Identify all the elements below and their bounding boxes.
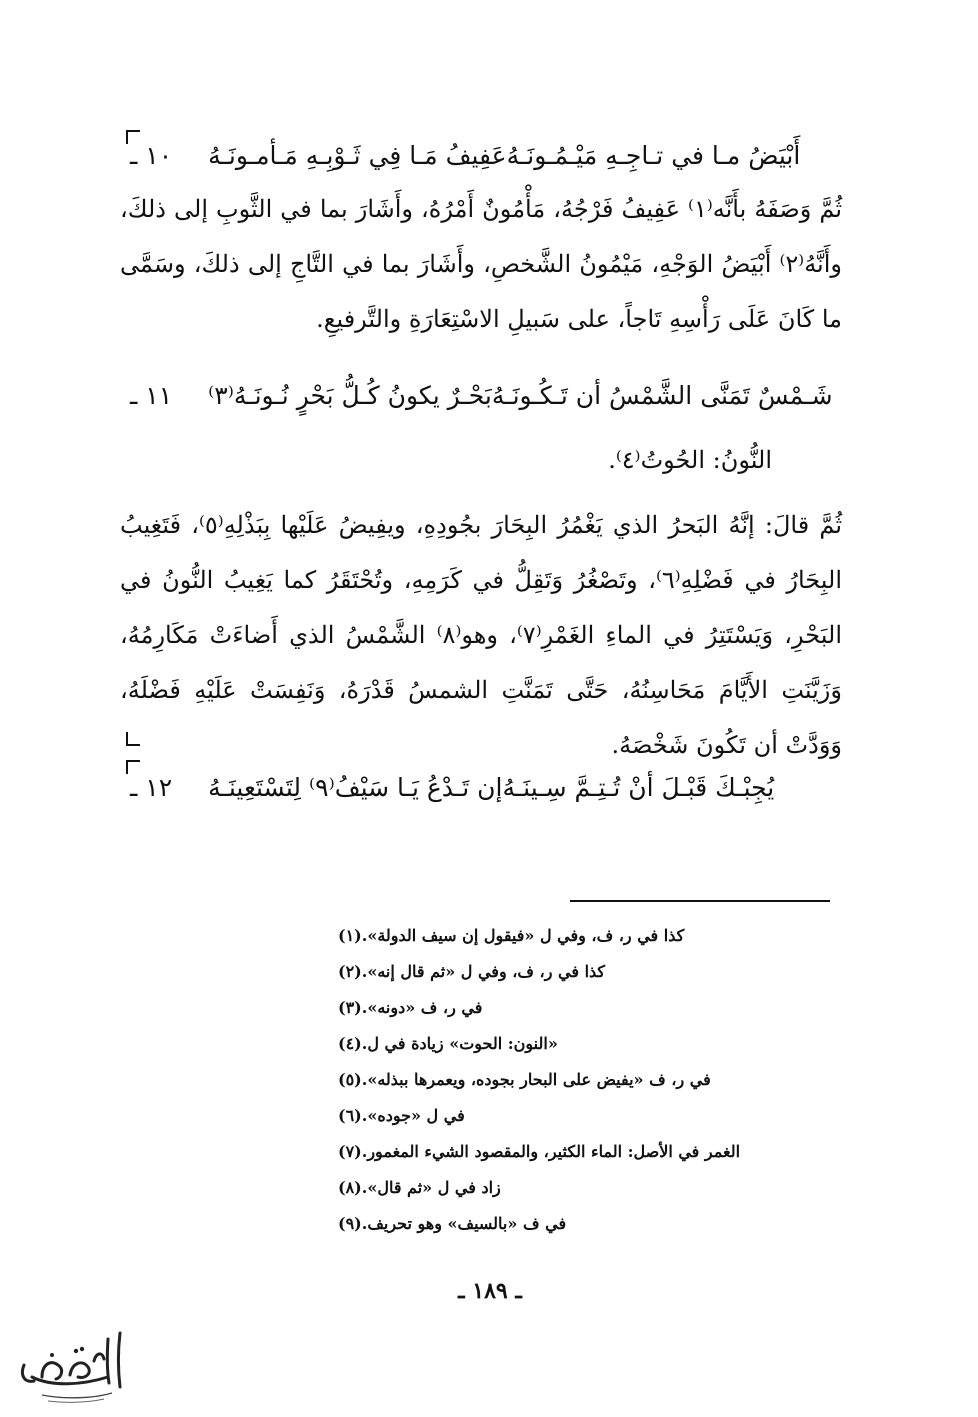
- section-end-mark: [126, 732, 140, 746]
- gloss-line: النُّونُ: الحُوتُ⁽٤⁾.: [608, 446, 772, 474]
- footnote: [330, 1062, 845, 1098]
- footnote-number: (٢): [338, 962, 362, 981]
- footnote-number: (٤): [338, 1034, 362, 1053]
- footnote-number: (٩): [338, 1214, 362, 1233]
- footnote-number: (٣): [338, 998, 362, 1017]
- footnote: [330, 954, 845, 990]
- verse-10: [120, 136, 840, 176]
- verse-second-hemistich: شَـمْسٌ تَمَنَّى الشَّمْسُ أن تَـكُـونَـهُ: [491, 381, 833, 410]
- footnote: [330, 1170, 845, 1206]
- footnote: [330, 1026, 845, 1062]
- footnote-number: (١): [338, 926, 362, 945]
- footnote-text: «النون: الحوت» زيادة في ل.: [361, 1034, 558, 1053]
- verse-number: ١٢ ـ: [130, 773, 173, 802]
- footnote-number: (٥): [338, 1070, 362, 1089]
- footnote-text: الغمر في الأصل: الماء الكثير، والمقصود الشيء المغمور.: [361, 1142, 741, 1161]
- footnote: [330, 990, 845, 1026]
- footnote-number: (٨): [338, 1178, 362, 1197]
- commentary-paragraph-2: ثُمَّ قالَ: إنَّهُ البَحرُ الذي يَغْمُرُ البِحَارَ بجُودِهِ، ويفِيضُ عَلَيْها بِبَذْلِهِ⁽٥⁾، فَتَغِيبُ البِحَارُ في فَضْلِهِ⁽٦⁾، وتَصْغُرُ وَتَقِلُّ في كَرَمِهِ، وتُحْتَقَرُ كما يَغِيبُ النُّونُ في البَحْرِ، وَيَسْتَتِرُ في الماءِ الغَمْرِ⁽٧⁾، وهو⁽٨⁾ الشَّمْسُ الذي أَضاءَتْ مَكَارِمُهُ، وَزَيَّنَتِ الأَيَّامَ مَحَاسِنُهُ، حَتَّى تَمَنَّتِ الشمسُ قَدْرَهُ، وَنَفِسَتْ عَلَيْهِ فَضْلَهُ، وَوَدَّتْ أن تَكُونَ شَخْصَهُ.: [120, 511, 842, 759]
- verse-12: [120, 768, 840, 808]
- footnote: [330, 1134, 845, 1170]
- footnote-separator: [570, 900, 830, 902]
- footnote-text: في ر، ف «دونه».: [361, 998, 483, 1017]
- calligraphy-logo-icon: [12, 1325, 132, 1407]
- footnote-number: (٧): [338, 1142, 362, 1161]
- verse-11: [120, 376, 840, 416]
- footnote-text: كذا في ر، ف، وفي ل «فيقول إن سيف الدولة».: [361, 926, 685, 945]
- verse-first-hemistich: بَحْـرٌ يكونُ كُـلُّ بَحْرٍ نُـونَـهُ⁽٣⁾: [208, 381, 492, 410]
- footnote-text: في ل «جوده».: [361, 1106, 465, 1125]
- verse-number: ١١ ـ: [130, 381, 173, 410]
- footnote-text: في ف «بالسيف» وهو تحريف.: [361, 1214, 567, 1233]
- page-number: ـ ١٨٩ ـ: [458, 1278, 522, 1304]
- verse-first-hemistich: إن تَـدْعُ يَـا سَيْفُ⁽٩⁾ لِتَسْتَعِينَـهُ: [208, 773, 503, 802]
- verse-second-hemistich: أَبْيَضُ مـا في تـاجِـهِ مَيْـمُـونَـهُ: [506, 141, 801, 170]
- footnote-text: زاد في ل «ثم قال».: [361, 1178, 501, 1197]
- footnote: [330, 1206, 845, 1242]
- footnote: [330, 1098, 845, 1134]
- footnote-number: (٦): [338, 1106, 362, 1125]
- footnote-text: كذا في ر، ف، وفي ل «ثم قال إنه».: [361, 962, 606, 981]
- verse-number: ١٠ ـ: [130, 141, 173, 170]
- footnotes-list: [330, 918, 845, 1242]
- footnote-text: في ر، ف «يفيض على البحار بجوده، ويعمرها ببذله».: [361, 1070, 711, 1089]
- verse-first-hemistich: عَفِيفُ مَـا فِي ثَـوْبِـهِ مَـأمـونَـهُ: [208, 141, 507, 170]
- commentary-paragraph-1: ثُمَّ وَصَفَهُ بأَنَّه⁽١⁾ عَفِيفُ فَرْجُهُ، مَأْمُونٌ أَمْرُهُ، وأَشَارَ بما في الثَّوبِ إلى ذلكَ، وأَنَّهُ⁽٢⁾ أَبْيَضُ الوَجْهِ، مَيْمُونُ الشَّخصِ، وأَشَارَ بما في التَّاجِ إلى ذلكَ، وسَمَّى ما كَانَ عَلَى رَأْسِهِ تَاجاً، على سَبيلِ الاسْتِعَارَةِ والتَّرفيعِ.: [120, 195, 842, 333]
- footnote: [330, 918, 845, 954]
- verse-second-hemistich: يُجِبْـكَ قَبْـلَ أنْ تُـتِـمَّ سِـينَـهُ: [502, 773, 775, 802]
